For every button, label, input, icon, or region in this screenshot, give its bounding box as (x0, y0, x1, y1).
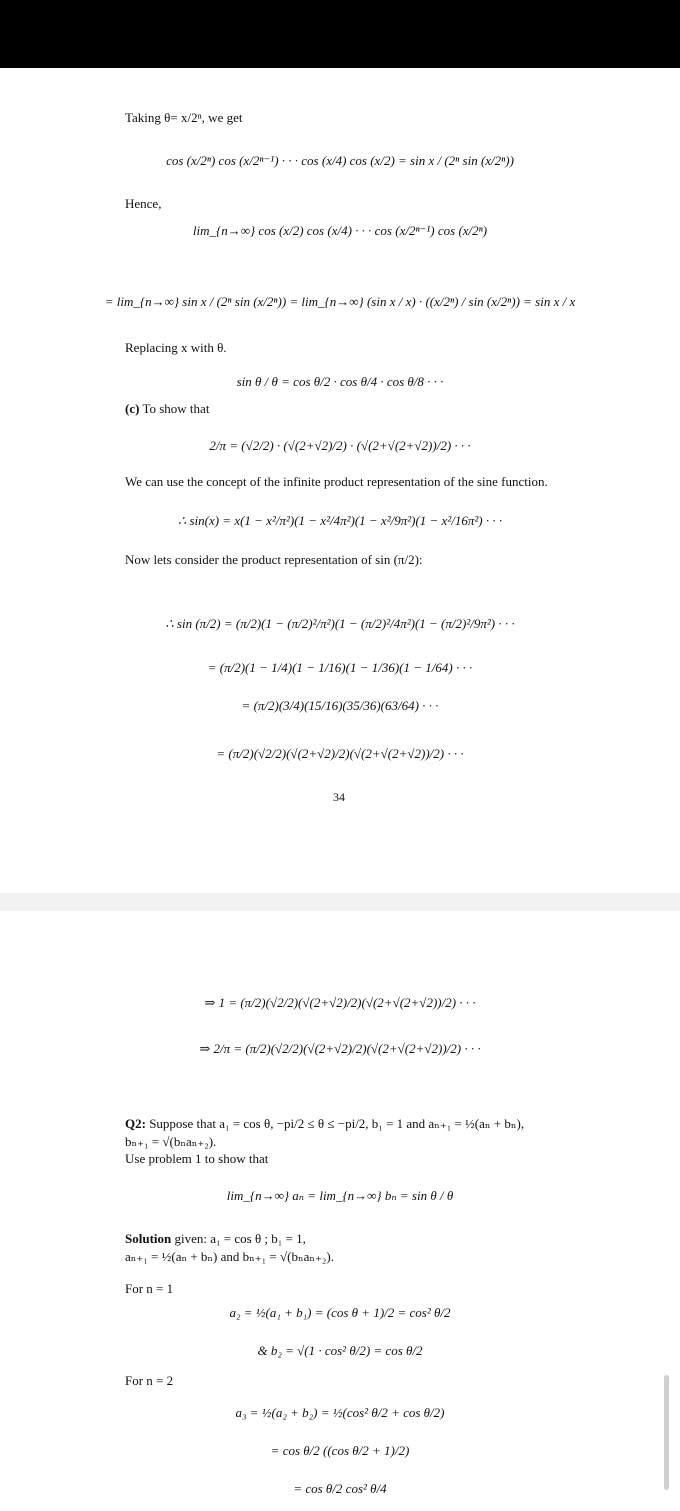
solution-label: Solution (125, 1231, 172, 1246)
top-status-bar (0, 0, 680, 68)
part-c-text: To show that (142, 401, 210, 416)
solution-line-1-text: given: a₁ = cos θ ; b₁ = 1, (174, 1231, 306, 1246)
equation-sin-theta-product: sin θ / θ = cos θ/2 · cos θ/4 · cos θ/8 · · · (236, 374, 444, 389)
equation-a3: a₃ = ½(a₂ + b₂) = ½(cos² θ/2 + cos θ/2) (235, 1405, 445, 1420)
equation-sine-infinite-product: ∴ sin(x) = x(1 − x²/π²)(1 − x²/4π²)(1 − x²/9π²)(1 − x²/16π²) · · · (177, 513, 503, 528)
equation-a3-step: = cos θ/2 ((cos θ/2 + 1)/2) (270, 1443, 410, 1458)
document-page-34 (0, 68, 680, 893)
equation-two-over-pi: 2/π = (√2/2) · (√(2+√2)/2) · (√(2+√(2+√2))/2) · · · (209, 438, 471, 453)
scrollbar-thumb[interactable] (664, 1375, 669, 1490)
text-now-lets: Now lets consider the product representation of sin (π/2): (125, 552, 423, 567)
equation-b2: & b₂ = √(1 · cos² θ/2) = cos θ/2 (257, 1343, 423, 1358)
equation-step-1: = (π/2)(1 − 1/4)(1 − 1/16)(1 − 1/36)(1 − 1/64) · · · (207, 660, 473, 675)
equation-implies-two-over-pi: ⇒ 2/π = (π/2)(√2/2)(√(2+√2)/2)(√(2+√(2+√2))/2) · · · (199, 1041, 481, 1056)
question-2-line-3: Use problem 1 to show that (125, 1151, 269, 1166)
equation-limit-evaluation: = lim_{n→∞} sin x / (2ⁿ sin (x/2ⁿ)) = lim_{n→∞} (sin x / x) · ((x/2ⁿ) / sin (x/2ⁿ)) = sin x / x (104, 294, 576, 309)
solution-line-1 (125, 1231, 306, 1247)
text-concept: We can use the concept of the infinite product representation of the sine function. (125, 474, 548, 489)
page-separator (0, 893, 680, 911)
question-2-line-2: bₙ₊₁ = √(bₙaₙ₊₂). (125, 1134, 217, 1149)
question-2-line-1 (125, 1116, 524, 1132)
equation-step-3: = (π/2)(√2/2)(√(2+√2)/2)(√(2+√(2+√2))/2) · · · (216, 746, 464, 761)
equation-a2: a₂ = ½(a₁ + b₁) = (cos θ + 1)/2 = cos² θ/2 (229, 1305, 451, 1320)
equation-sin-pi-over-2: ∴ sin (π/2) = (π/2)(1 − (π/2)²/π²)(1 − (π/2)²/4π²)(1 − (π/2)²/9π²) · · · (165, 616, 515, 631)
text-hence: Hence, (125, 196, 162, 211)
q2-label: Q2: (125, 1116, 146, 1131)
equation-implies-one: ⇒ 1 = (π/2)(√2/2)(√(2+√2)/2)(√(2+√(2+√2))/2) · · · (204, 995, 476, 1010)
document-page-35 (0, 911, 680, 1511)
text-replacing: Replacing x with θ. (125, 340, 227, 355)
equation-cos-product: cos (x/2ⁿ) cos (x/2ⁿ⁻¹) · · · cos (x/4) cos (x/2) = sin x / (2ⁿ sin (x/2ⁿ)) (166, 153, 514, 168)
page-number: 34 (333, 790, 345, 804)
solution-line-2: aₙ₊₁ = ½(aₙ + bₙ) and bₙ₊₁ = √(bₙaₙ₊₂). (125, 1249, 334, 1264)
text-for-n-2: For n = 2 (125, 1373, 174, 1388)
part-c-label: (c) (125, 401, 140, 416)
text-part-c (125, 401, 209, 417)
equation-a3-result: = cos θ/2 cos² θ/4 (293, 1481, 387, 1496)
text-taking-theta: Taking θ= x/2ⁿ, we get (125, 110, 243, 125)
text-for-n-1: For n = 1 (125, 1281, 174, 1296)
equation-limit-product: lim_{n→∞} cos (x/2) cos (x/4) · · · cos (x/2ⁿ⁻¹) cos (x/2ⁿ) (192, 223, 488, 238)
q2-line-1-text: Suppose that a₁ = cos θ, −pi/2 ≤ θ ≤ −pi/2, b₁ = 1 and aₙ₊₁ = ½(aₙ + bₙ), (149, 1116, 525, 1131)
equation-step-2: = (π/2)(3/4)(15/16)(35/36)(63/64) · · · (241, 698, 439, 713)
equation-goal-limit: lim_{n→∞} aₙ = lim_{n→∞} bₙ = sin θ / θ (226, 1188, 454, 1203)
